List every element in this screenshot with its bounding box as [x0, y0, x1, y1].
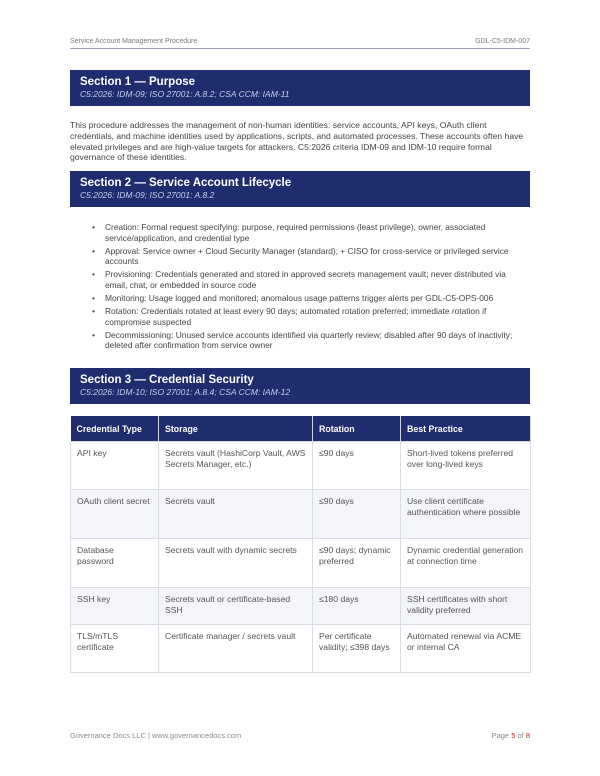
table-row: [71, 625, 531, 673]
section-2-header: [70, 171, 530, 207]
table-cell: SSH certificates with short validity preferred: [401, 588, 531, 625]
list-item-text: Rotation: Credentials rotated at least every 90 days; automated rotation preferred; immediate rotation if compromise suspected: [105, 306, 487, 327]
table-cell: Secrets vault: [159, 490, 313, 539]
column-header: Best Practice: [401, 416, 531, 442]
table-cell: ≤180 days: [313, 588, 401, 625]
credential-table: [70, 416, 531, 673]
page-of: of: [517, 731, 524, 740]
bullet: •: [92, 222, 95, 232]
table-cell: ≤90 days: [313, 490, 401, 539]
table-header-row: [71, 416, 531, 442]
table-cell: TLS/mTLS certificate: [71, 625, 159, 673]
table-row: [71, 539, 531, 588]
table-cell: ≤90 days; dynamic preferred: [313, 539, 401, 588]
table-cell: Per certificate validity; ≤398 days: [313, 625, 401, 673]
bullet: •: [92, 245, 95, 256]
footer-company: Governance Docs LLC | www.governancedocs.com: [70, 731, 242, 740]
section-reference: C5:2026: IDM-09; ISO 27001: A.8.2; CSA CCM: IAM-11: [80, 89, 290, 99]
table-cell: Secrets vault or certificate-based SSH: [159, 588, 313, 625]
bullet: •: [92, 293, 95, 304]
table-cell: Secrets vault with dynamic secrets: [159, 539, 313, 588]
section-title: Section 2 — Service Account Lifecycle: [80, 177, 292, 189]
table-cell: OAuth client secret: [71, 490, 159, 539]
table-cell: Automated renewal via ACME or internal CA: [401, 625, 531, 673]
bullet: •: [92, 306, 95, 317]
section-title: Section 1 — Purpose: [80, 76, 196, 88]
page-footer: [70, 731, 530, 740]
page-current: 5: [511, 731, 516, 740]
header-divider: [70, 48, 530, 49]
section-reference: C5:2026: IDM-09; ISO 27001: A.8.2: [80, 190, 215, 200]
list-item: [92, 330, 530, 351]
list-item-text: Provisioning: Credentials generated and stored in approved secrets management vault; never distributed via email, chat, or embedded in source code: [105, 269, 506, 290]
document-title: Service Account Management Procedure: [70, 38, 198, 45]
lifecycle-list: [92, 222, 530, 354]
column-header: Storage: [159, 416, 313, 442]
list-item-text: Approval: Service owner + Cloud Security Manager (standard); + CISO for cross-service or privileged service accounts: [105, 245, 509, 267]
table-row: [71, 588, 531, 625]
bullet: •: [92, 329, 95, 340]
list-item: [92, 222, 530, 243]
page-number: [492, 731, 530, 740]
table-row: [71, 490, 531, 539]
list-item: [92, 269, 530, 290]
list-item: [92, 306, 530, 327]
section-1-header: [70, 70, 530, 106]
purpose-paragraph: This procedure addresses the management of non-human identities: service accounts, API keys, OAuth client credentials, and machine identities used by applications, scripts, and automated processes. These accounts often have elevated privileges and are high-value targets for attackers. C5:2026 criteria IDM-09 and IDM-10 require formal governance of these identities.: [70, 120, 524, 163]
page-label: Page: [491, 731, 510, 740]
document-id: GDL-C5-IDM-007: [475, 38, 530, 45]
table-cell: Use client certificate authentication where possible: [401, 490, 531, 539]
table-cell: Database password: [71, 539, 159, 588]
section-reference: C5:2026: IDM-10; ISO 27001: A.8.4; CSA CCM: IAM-12: [80, 387, 291, 397]
table-cell: Certificate manager / secrets vault: [159, 625, 313, 673]
list-item-text: Decommissioning: Unused service accounts identified via quarterly review; disabled after 90 days of inactivity; deleted after confirmation from service owner: [105, 329, 513, 351]
list-item: [92, 293, 530, 304]
list-item-text: Creation: Formal request specifying: purpose, required permissions (least privilege), owner, associated service/application, and credential type: [105, 222, 486, 243]
table-cell: API key: [71, 442, 159, 490]
column-header: Credential Type: [71, 416, 159, 442]
table-cell: Secrets vault (HashiCorp Vault, AWS Secrets Manager, etc.): [159, 442, 313, 490]
section-title: Section 3 — Credential Security: [80, 374, 254, 386]
table-cell: SSH key: [71, 588, 159, 625]
table-row: [71, 442, 531, 490]
page-total: 8: [525, 731, 530, 740]
table-cell: Dynamic credential generation at connection time: [401, 539, 531, 588]
table-cell: ≤90 days: [313, 442, 401, 490]
list-item: [92, 246, 530, 267]
column-header: Rotation: [313, 416, 401, 442]
list-item-text: Monitoring: Usage logged and monitored; anomalous usage patterns trigger alerts per GDL-C5-OPS-006: [105, 293, 494, 304]
bullet: •: [92, 269, 95, 280]
table-cell: Short-lived tokens preferred over long-lived keys: [401, 442, 531, 490]
section-3-header: [70, 368, 530, 404]
